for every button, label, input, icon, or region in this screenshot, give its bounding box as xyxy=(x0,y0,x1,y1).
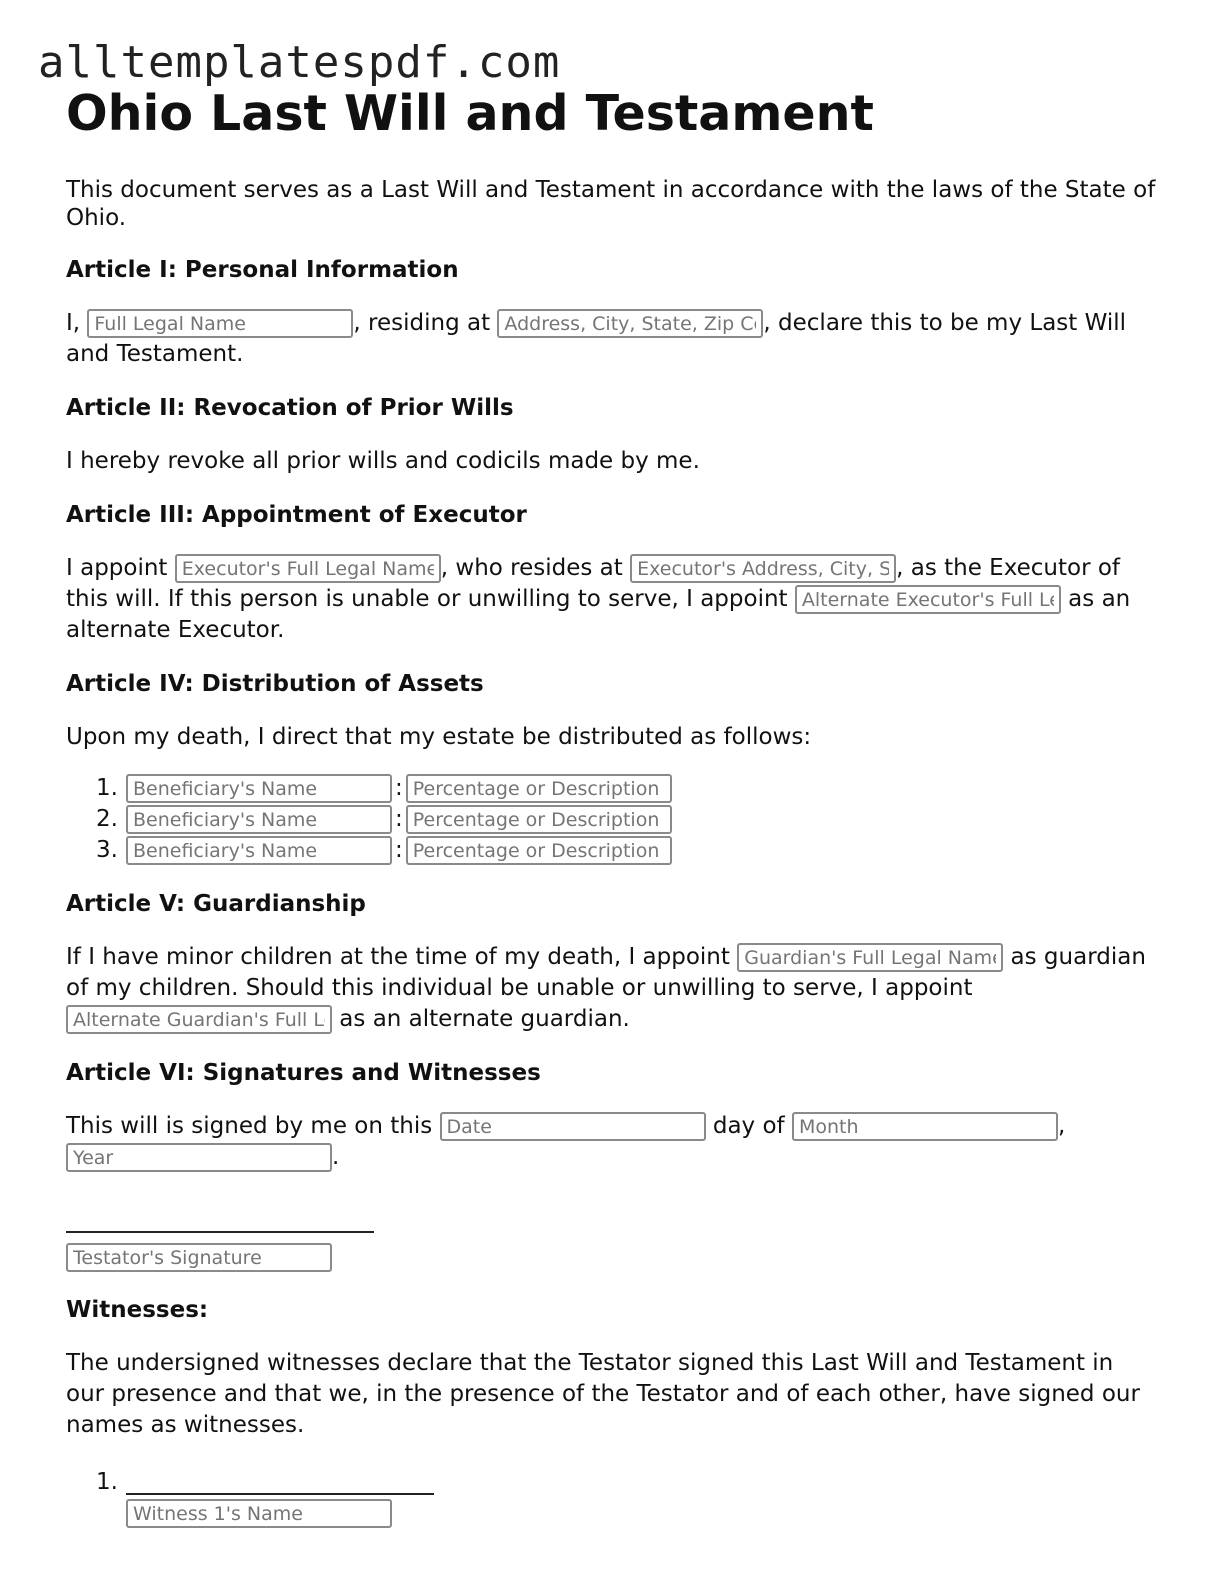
signature-line xyxy=(66,1211,374,1233)
list-number: 2. xyxy=(96,806,118,832)
article-3-text-after: as an alternate Executor. xyxy=(66,586,1131,643)
article-1-text xyxy=(66,308,1156,370)
article-5-text-before: If I have minor children at the time of my death, I appoint xyxy=(66,944,738,970)
witness-name-field-row xyxy=(126,1499,1156,1528)
article-6-text-before: This will is signed by me on this xyxy=(66,1113,440,1139)
article-6-heading: Article VI: Signatures and Witnesses xyxy=(66,1060,541,1086)
article-4-heading: Article IV: Distribution of Assets xyxy=(66,671,484,697)
colon: : xyxy=(395,806,403,832)
beneficiary-name-input[interactable] xyxy=(126,836,392,865)
article-2-text: I hereby revoke all prior wills and codicils made by me. xyxy=(66,448,700,474)
testator-signature-field-row xyxy=(66,1243,1156,1272)
witness-name-input[interactable] xyxy=(126,1499,392,1528)
alternate-guardian-input[interactable] xyxy=(66,1005,332,1034)
date-input[interactable] xyxy=(440,1112,706,1141)
article-1-heading: Article I: Personal Information xyxy=(66,257,459,283)
beneficiary-name-input[interactable] xyxy=(126,805,392,834)
beneficiary-item xyxy=(66,835,1156,866)
alternate-executor-input[interactable] xyxy=(795,585,1061,614)
beneficiary-item xyxy=(66,773,1156,804)
month-input[interactable] xyxy=(792,1112,1058,1141)
colon: : xyxy=(395,775,403,801)
intro-text: This document serves as a Last Will and Testament in accordance with the laws of the State of Ohio. xyxy=(66,177,1156,231)
witness-signature-line xyxy=(126,1473,434,1495)
article-4-text: Upon my death, I direct that my estate be distributed as follows: xyxy=(66,724,812,750)
article-6-text-after: . xyxy=(332,1144,340,1170)
article-5-heading: Article V: Guardianship xyxy=(66,891,366,917)
watermark: alltemplatespdf.com xyxy=(38,37,561,88)
article-2-heading: Article II: Revocation of Prior Wills xyxy=(66,395,514,421)
will-document xyxy=(66,84,1156,1528)
beneficiary-item xyxy=(66,804,1156,835)
list-number: 1. xyxy=(96,1469,118,1495)
article-6-text-comma: , xyxy=(1057,1113,1066,1139)
article-5-text-mid: as guardian of my children. Should this individual be unable or unwilling to serve, I appoint xyxy=(66,944,1146,1001)
article-3-text-before: I appoint xyxy=(66,555,175,581)
article-3-text-mid1: , who resides at xyxy=(440,555,631,581)
article-6-text xyxy=(66,1111,1156,1173)
guardian-name-input[interactable] xyxy=(737,943,1003,972)
article-3-text xyxy=(66,553,1156,646)
article-5-text-after: as an alternate guardian. xyxy=(332,1006,630,1032)
article-1-text-before: I, xyxy=(66,310,88,336)
list-number: 1. xyxy=(96,775,118,801)
witnesses-text: The undersigned witnesses declare that the Testator signed this Last Will and Testament in our presence and that we, in the presence of the Testator and of each other, have signed our names as witnesses. xyxy=(66,1350,1140,1438)
document-title: Ohio Last Will and Testament xyxy=(66,85,874,142)
witness-item xyxy=(66,1469,1156,1495)
beneficiary-name-input[interactable] xyxy=(126,774,392,803)
testator-signature-block xyxy=(66,1211,1156,1239)
article-1-text-mid: , residing at xyxy=(353,310,498,336)
testator-signature-input[interactable] xyxy=(66,1243,332,1272)
year-input[interactable] xyxy=(66,1143,332,1172)
executor-address-input[interactable] xyxy=(630,554,896,583)
article-6-text-mid: day of xyxy=(705,1113,792,1139)
beneficiary-share-input[interactable] xyxy=(406,774,672,803)
article-3-text-mid2: , as the Executor of this will. If this person is unable or unwilling to serve, I appoint xyxy=(66,555,1121,612)
article-1-text-after: , declare this to be my Last Will and Testament. xyxy=(66,310,1127,367)
beneficiary-share-input[interactable] xyxy=(406,836,672,865)
executor-name-input[interactable] xyxy=(175,554,441,583)
list-number: 3. xyxy=(96,837,118,863)
colon: : xyxy=(395,837,403,863)
witnesses-heading: Witnesses: xyxy=(66,1297,209,1323)
article-3-heading: Article III: Appointment of Executor xyxy=(66,502,527,528)
full-legal-name-input[interactable] xyxy=(87,309,353,338)
address-input[interactable] xyxy=(497,309,763,338)
beneficiary-list xyxy=(66,773,1156,866)
beneficiary-share-input[interactable] xyxy=(406,805,672,834)
article-5-text xyxy=(66,942,1156,1035)
